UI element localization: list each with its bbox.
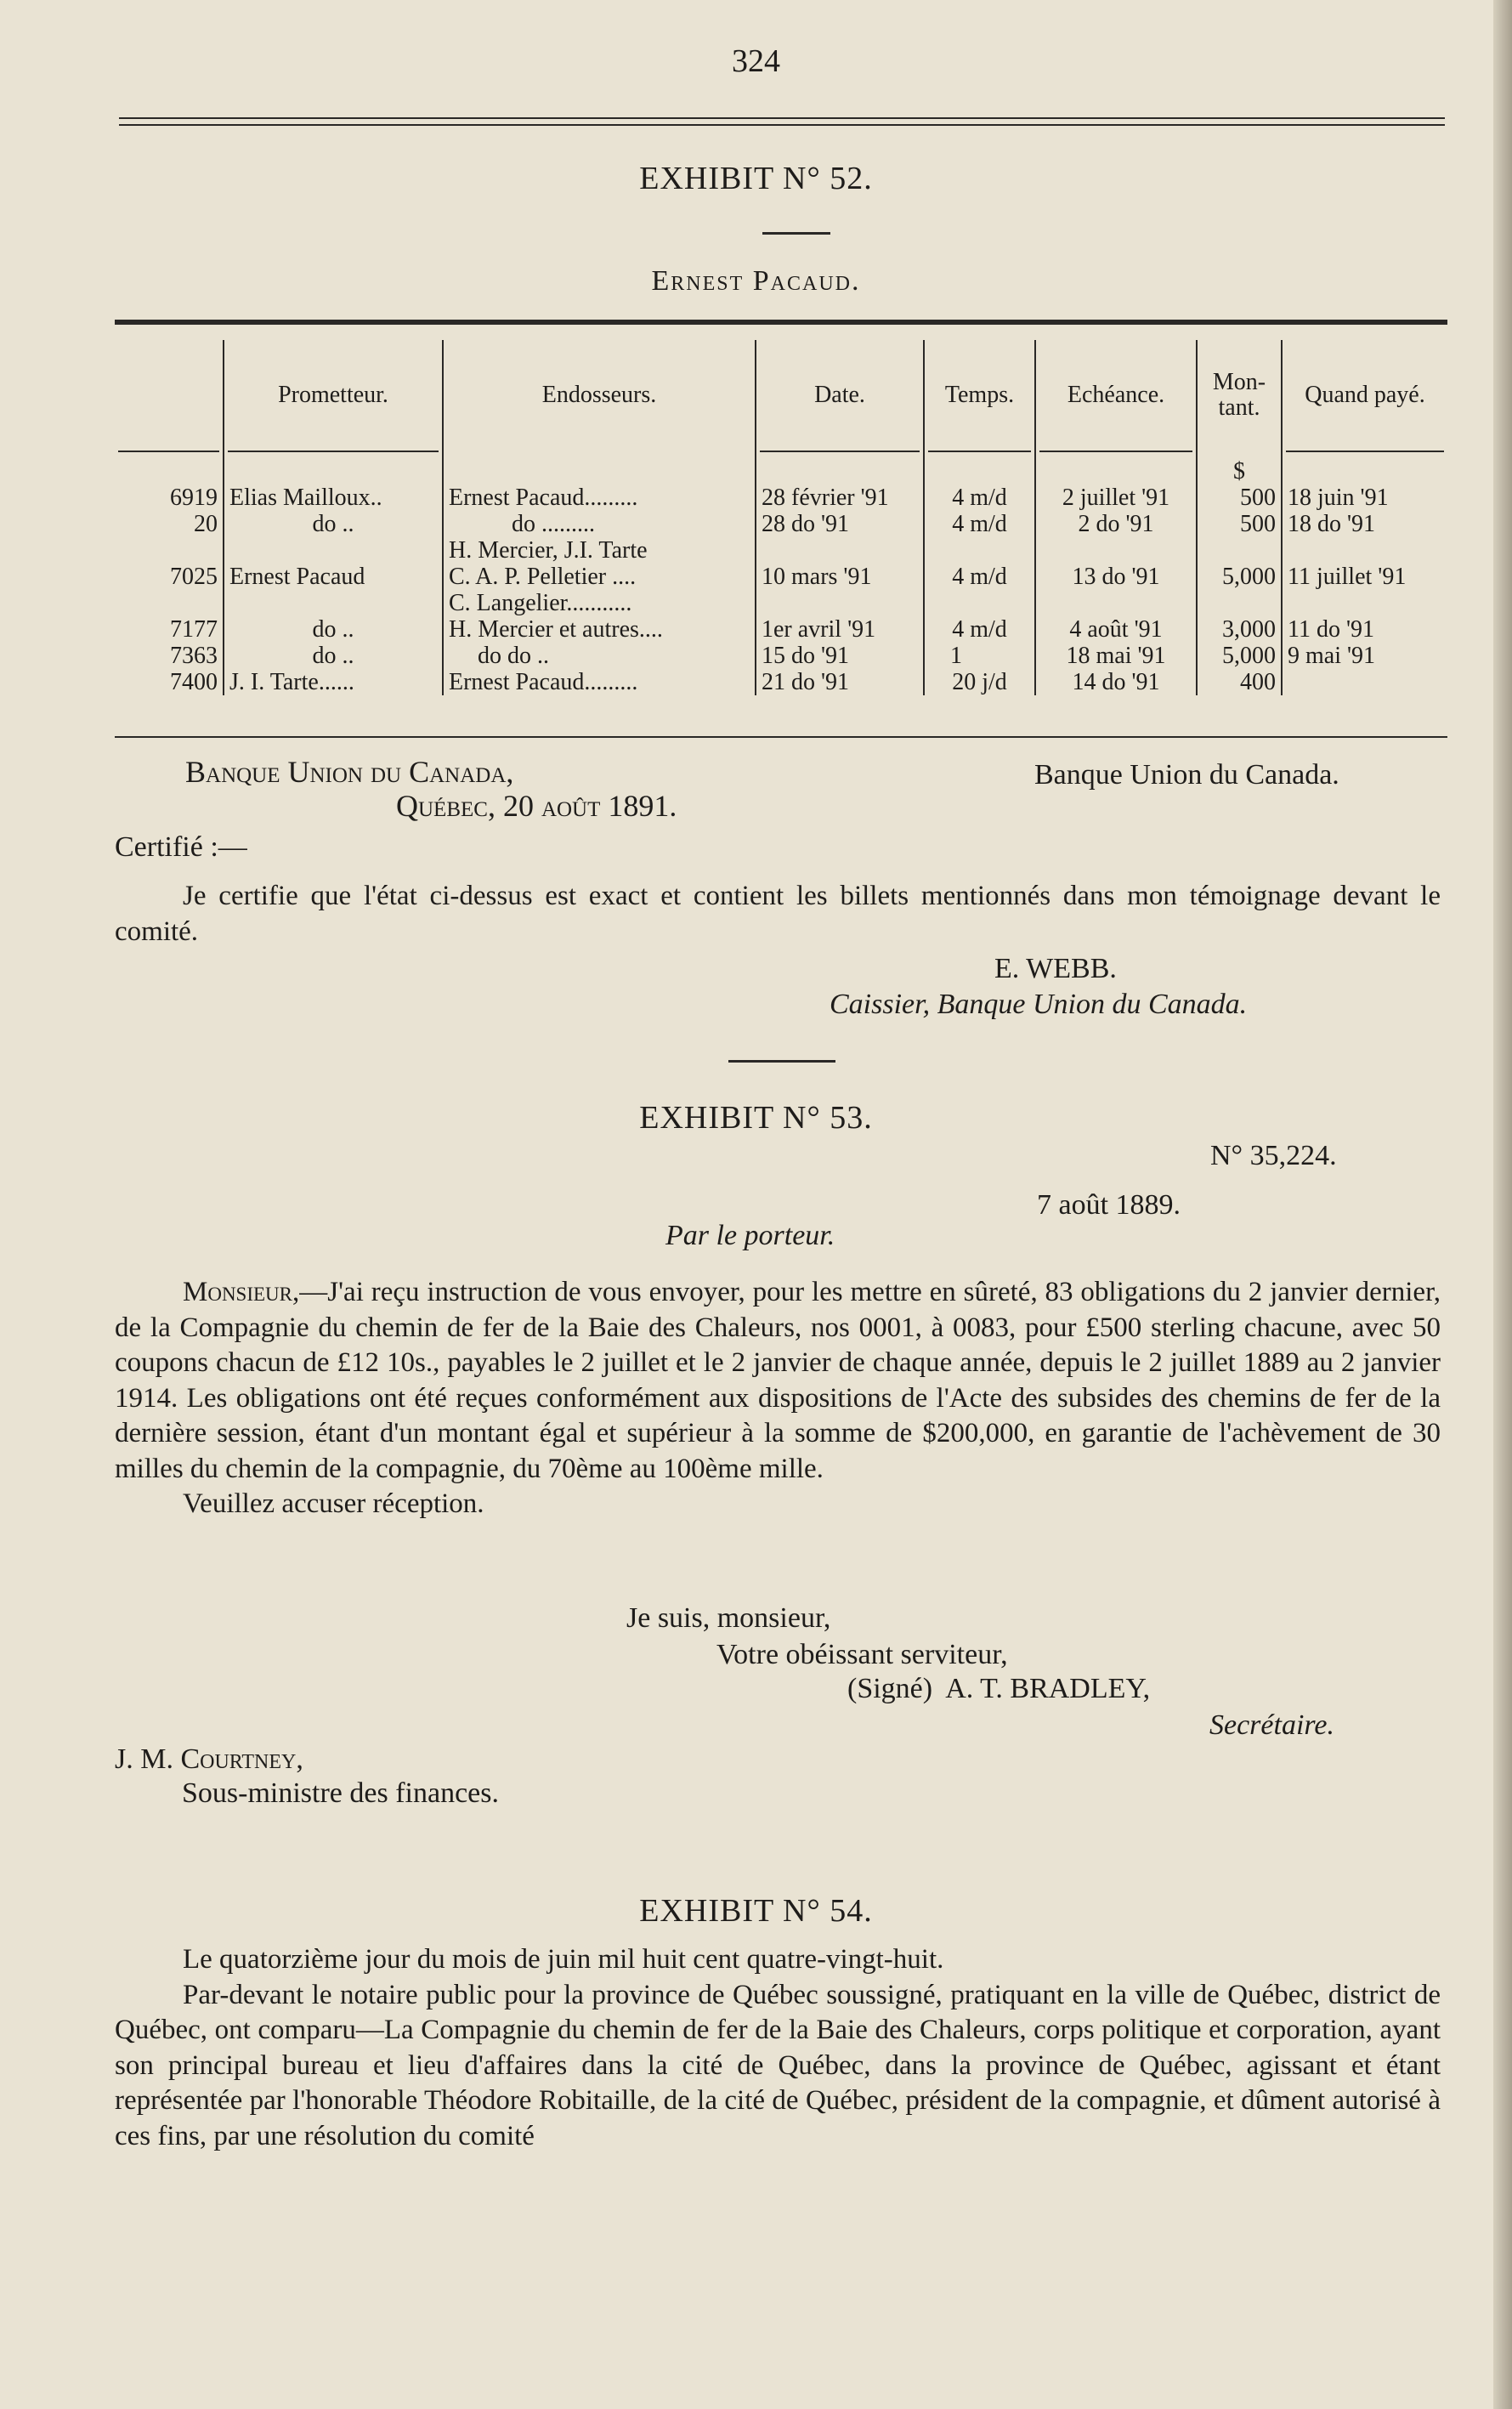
certifie-label: Certifié :— bbox=[115, 831, 247, 863]
cell-endosseurs bbox=[443, 537, 756, 616]
deed-paragraph-2: Par-devant le notaire public pour la province de Québec soussigné, pratiquant en la ville de Québec, district de Québec, ont comparu—La Compagnie du chemin de fer de la Baie des Chaleurs, corps politique et corporation, ayant son principal bureau et lieu d'affaires dans la cité de Québec, dans la province de Québec, agissant et étant représentée par l'honorable Théodore Robitaille, de la cité de Québec, président de la compagnie, et dûment autorisé à ces fins, par une résolution du comité bbox=[115, 1979, 1441, 2151]
header-date: Date. bbox=[756, 340, 924, 451]
cell-montant: 3,000 bbox=[1197, 616, 1282, 643]
header-rule-top bbox=[119, 117, 1445, 119]
cell-no: 6919 bbox=[170, 485, 218, 511]
table-row bbox=[115, 537, 1447, 616]
cell-echeance: 18 mai '91 bbox=[1035, 643, 1197, 669]
acknowledge-line: Veuillez accuser réception. bbox=[183, 1488, 484, 1519]
cell-montant: 400 bbox=[1197, 669, 1282, 695]
header-rule-bottom bbox=[119, 124, 1445, 126]
cell-montant: 5,000 bbox=[1197, 643, 1282, 669]
endosseur-line: C. A. P. Pelletier .... bbox=[449, 564, 637, 590]
cell-no: 7400 bbox=[170, 669, 218, 695]
bank-left-line1: Banque Union du Canada, bbox=[185, 755, 514, 789]
cell-prometteur: J. I. Tarte...... bbox=[224, 669, 443, 695]
deed-paragraph-1: Le quatorzième jour du mois de juin mil huit cent quatre-vingt-huit. bbox=[183, 1944, 944, 1975]
cell-prometteur: do .. bbox=[224, 511, 443, 537]
cell-endosseurs: Ernest Pacaud......... bbox=[443, 485, 756, 511]
header-echeance: Echéance. bbox=[1035, 340, 1197, 451]
letter-body bbox=[115, 1275, 1441, 1522]
header-montant: Mon- tant. bbox=[1197, 340, 1282, 451]
header-endosseurs: Endosseurs. bbox=[443, 340, 756, 451]
signer-title: Caissier, Banque Union du Canada. bbox=[830, 989, 1248, 1020]
exhibit-52-title: EXHIBIT N° 52. bbox=[639, 161, 873, 196]
cell-montant: 500 bbox=[1197, 511, 1282, 537]
exhibit-54-title: EXHIBIT N° 54. bbox=[639, 1893, 873, 1929]
cell-date: 1er avril '91 bbox=[756, 616, 924, 643]
exhibit-53-date: 7 août 1889. bbox=[1037, 1189, 1181, 1221]
closing-line2: Votre obéissant serviteur, bbox=[716, 1639, 1008, 1670]
cell-montant: 500 bbox=[1197, 485, 1282, 511]
endosseur-line: C. Langelier........... bbox=[449, 590, 632, 616]
cell-no: 7025 bbox=[170, 564, 218, 590]
cell-date: 15 do '91 bbox=[756, 643, 924, 669]
cell-temps: 4 m/d bbox=[924, 485, 1035, 511]
cell-date: 28 février '91 bbox=[756, 485, 924, 511]
cell-temps: 4 m/d bbox=[924, 511, 1035, 537]
addressee-name: J. M. Courtney, bbox=[115, 1743, 303, 1775]
currency-symbol: $ bbox=[1197, 451, 1282, 485]
table-top-rule bbox=[115, 320, 1447, 325]
cell-paye: 11 juillet '91 bbox=[1282, 537, 1447, 616]
cell-prometteur: Elias Mailloux.. bbox=[224, 485, 443, 511]
certification-text bbox=[115, 879, 1441, 949]
notes-table bbox=[115, 340, 1447, 695]
cell-no: 20 bbox=[194, 511, 218, 537]
table-row bbox=[115, 669, 1447, 695]
letter-text: —J'ai reçu instruction de vous envoyer, pour les mettre en sûreté, 83 obligations du 2 janvier dernier, de la Compagnie du chemin de fer de la Baie des Chaleurs, nos 0001, à 0083, pour £500 sterling chacune, avec 50 coupons chacun de £12 10s., payables le 2 juillet et le 2 janvier de chaque année, depuis le 2 juillet 1889 au 2 janvier 1914. Les obligations ont été reçues conformément aux dispositions de l'Acte des subsides des chemins de fer de la dernière session, étant d'un montant égal et supérieur à la somme de $200,000, en garantie de l'achèvement de 30 milles du chemin de la compagnie, du 70ème au 100ème mille. bbox=[115, 1277, 1441, 1484]
table-header-row bbox=[115, 340, 1447, 451]
cell-temps: 20 j/d bbox=[924, 669, 1035, 695]
page-number: 324 bbox=[732, 43, 780, 79]
cell-paye: 9 mai '91 bbox=[1282, 643, 1447, 669]
page-edge bbox=[1493, 0, 1512, 2409]
bank-right: Banque Union du Canada. bbox=[1034, 759, 1339, 791]
cell-endosseurs: Ernest Pacaud......... bbox=[443, 669, 756, 695]
cell-date: 10 mars '91 bbox=[756, 537, 924, 616]
cell-prometteur: do .. bbox=[224, 616, 443, 643]
cell-prometteur: Ernest Pacaud bbox=[224, 537, 443, 616]
title-divider bbox=[762, 232, 830, 235]
cell-temps: 1 bbox=[924, 643, 1035, 669]
exhibit-52-subtitle: Ernest Pacaud. bbox=[651, 265, 861, 297]
cell-echeance: 2 do '91 bbox=[1035, 511, 1197, 537]
header-separator bbox=[115, 451, 1447, 485]
cell-temps: 4 m/d bbox=[924, 616, 1035, 643]
header-quand-paye: Quand payé. bbox=[1282, 340, 1447, 451]
signature-line: (Signé) A. T. BRADLEY, bbox=[847, 1673, 1151, 1704]
bank-left-line2: Québec, 20 août 1891. bbox=[396, 789, 677, 823]
cell-paye bbox=[1282, 669, 1447, 695]
cell-echeance: 4 août '91 bbox=[1035, 616, 1197, 643]
endosseur-line: H. Mercier, J.I. Tarte bbox=[449, 537, 648, 564]
exhibit-53-number: N° 35,224. bbox=[1210, 1140, 1337, 1171]
signature-title: Secrétaire. bbox=[1209, 1709, 1334, 1741]
cell-paye: 11 do '91 bbox=[1282, 616, 1447, 643]
section-divider bbox=[728, 1060, 835, 1063]
table-row bbox=[115, 616, 1447, 643]
closing-line1: Je suis, monsieur, bbox=[626, 1602, 831, 1634]
header-temps: Temps. bbox=[924, 340, 1035, 451]
bearer-line: Par le porteur. bbox=[665, 1220, 835, 1251]
table-row bbox=[115, 485, 1447, 511]
cell-endosseurs: do do .. bbox=[443, 643, 756, 669]
salutation: Monsieur, bbox=[183, 1277, 300, 1307]
cell-date: 21 do '91 bbox=[756, 669, 924, 695]
header-no bbox=[115, 340, 224, 451]
addressee-title: Sous-ministre des finances. bbox=[182, 1777, 499, 1809]
cell-date: 28 do '91 bbox=[756, 511, 924, 537]
cell-echeance: 13 do '91 bbox=[1035, 537, 1197, 616]
certification-paragraph: Je certifie que l'état ci-dessus est exact et contient les billets mentionnés dans mon témoignage devant le comité. bbox=[115, 881, 1441, 947]
cell-endosseurs: H. Mercier et autres.... bbox=[443, 616, 756, 643]
exhibit-53-title: EXHIBIT N° 53. bbox=[639, 1100, 873, 1136]
cell-no: 7363 bbox=[170, 643, 218, 669]
signer-name: E. WEBB. bbox=[994, 953, 1117, 984]
table-row bbox=[115, 511, 1447, 537]
cell-endosseurs: do ......... bbox=[443, 511, 756, 537]
cell-no: 7177 bbox=[170, 616, 218, 643]
cell-prometteur: do .. bbox=[224, 643, 443, 669]
cell-temps: 4 m/d bbox=[924, 537, 1035, 616]
deed-text bbox=[115, 1942, 1441, 2154]
cell-montant: 5,000 bbox=[1197, 537, 1282, 616]
table-bottom-rule bbox=[115, 736, 1447, 738]
cell-paye: 18 juin '91 bbox=[1282, 485, 1447, 511]
table-row bbox=[115, 643, 1447, 669]
cell-echeance: 14 do '91 bbox=[1035, 669, 1197, 695]
cell-paye: 18 do '91 bbox=[1282, 511, 1447, 537]
cell-echeance: 2 juillet '91 bbox=[1035, 485, 1197, 511]
header-prometteur: Prometteur. bbox=[224, 340, 443, 451]
